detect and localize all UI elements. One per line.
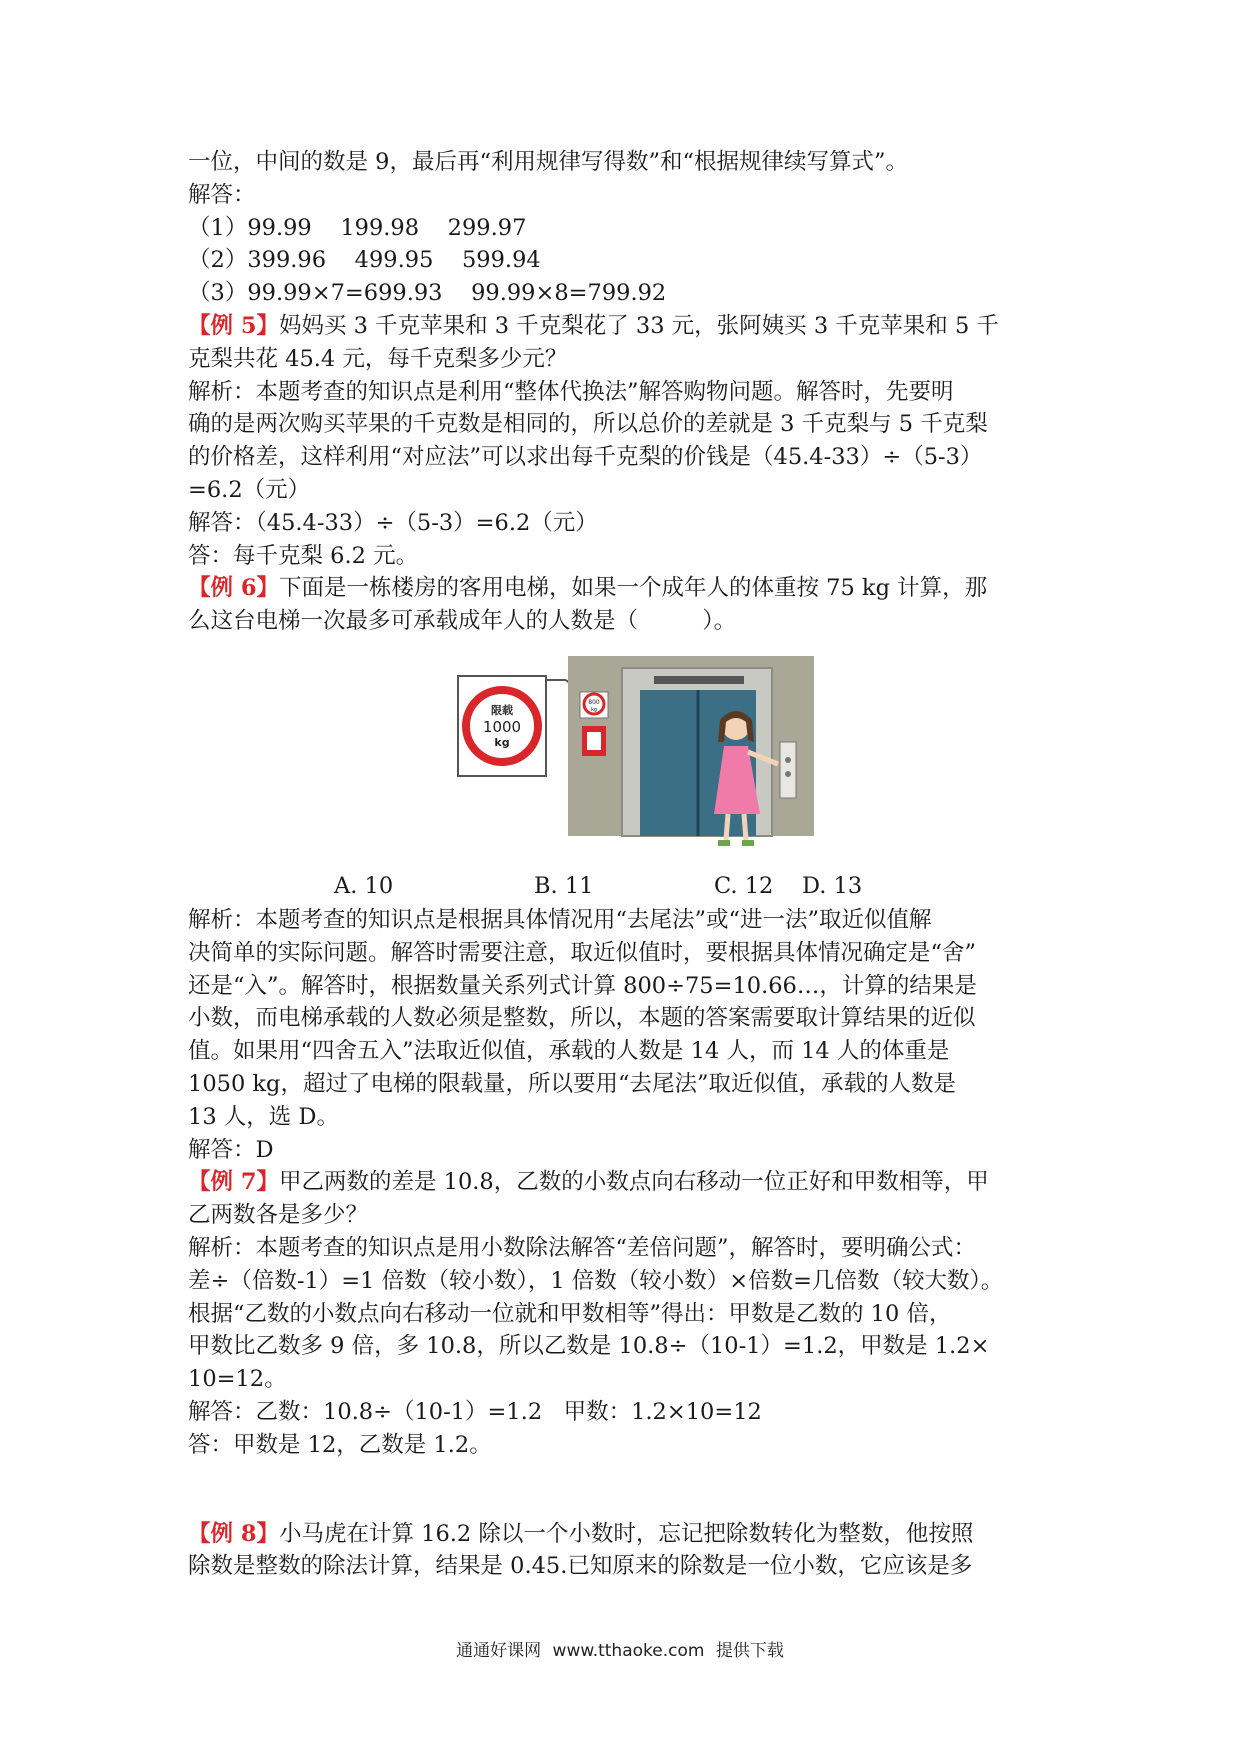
example-tag: 【例 6】 [188, 575, 279, 602]
svg-text:kg: kg [590, 706, 598, 713]
text-line: 根据“乙数的小数点向右移动一位就和甲数相等”得出：甲数是乙数的 10 倍， [188, 1300, 952, 1327]
question-line: 除数是整数的除法计算，结果是 0.45.已知原来的除数是一位小数，它应该是多 [188, 1553, 973, 1580]
sign-text-unit: kg [494, 735, 510, 749]
elevator-figure [188, 656, 1064, 856]
text-line: 决简单的实际问题。解答时需要注意，取近似值时，要根据具体情况确定是“舍” [188, 939, 977, 966]
example-tag: 【例 8】 [188, 1520, 279, 1547]
text-line: 解答：（45.4-33）÷（5-3）=6.2（元） [188, 509, 598, 536]
call-button-panel [780, 742, 796, 798]
question-line: 【例 6】下面是一栋楼房的客用电梯，如果一个成年人的体重按 75 kg 计算，那 [188, 575, 988, 602]
sign-text-limit: 限载 [491, 703, 513, 717]
option-b: B. 11 [534, 872, 594, 899]
example-5 [188, 310, 1064, 572]
footer-url[interactable]: www.tthaoke.com [552, 1641, 705, 1661]
document-page [188, 146, 1064, 1583]
question-line: 【例 7】甲乙两数的差是 10.8，乙数的小数点向右移动一位正好和甲数相等，甲 [188, 1169, 989, 1196]
text-line: 甲数比乙数多 9 倍，多 10.8，所以乙数是 10.8÷（10-1）=1.2，甲数是 1.2× [188, 1333, 990, 1360]
example-8 [188, 1518, 1064, 1584]
text-line: 小数，而电梯承载的人数必须是整数，所以，本题的答案需要取计算结果的近似 [188, 1005, 976, 1032]
question-line: 【例 8】小马虎在计算 16.2 除以一个小数时，忘记把除数转化为整数，他按照 [188, 1520, 974, 1547]
text-line: 确的是两次购买苹果的千克数是相同的，所以总价的差就是 3 千克梨与 5 千克梨 [188, 411, 988, 438]
text-line: 解析：本题考查的知识点是利用“整体代换法”解答购物问题。解答时，先要明 [188, 378, 954, 405]
blank-gap [188, 1462, 1064, 1518]
text-line: 解析：本题考查的知识点是根据具体情况用“去尾法”或“进一法”取近似值解 [188, 906, 932, 933]
example-tag: 【例 7】 [188, 1169, 279, 1196]
text-line: 解析：本题考查的知识点是用小数除法解答“差倍问题”，解答时，要明确公式： [188, 1234, 977, 1261]
text-line: 解答： [188, 181, 256, 208]
text-line: （1）99.99 199.98 299.97 [188, 214, 527, 241]
question-line: 么这台电梯一次最多可承载成年人的人数是（ ）。 [188, 608, 737, 635]
option-d: D. 13 [802, 872, 863, 899]
sign-text-weight: 1000 [482, 717, 522, 736]
text-line: 乙两数各是多少？ [188, 1202, 369, 1229]
text-line: 还是“入”。解答时，根据数量关系列式计算 800÷75=10.66…，计算的结果是 [188, 972, 977, 999]
text-line: 10=12。 [188, 1366, 287, 1393]
text-line: 1050 kg，超过了电梯的限载量，所以要用“去尾法”取近似值，承载的人数是 [188, 1070, 956, 1097]
svg-text:800: 800 [588, 698, 600, 706]
example-7 [188, 1166, 1064, 1461]
text-line: （3）99.99×7=699.93 99.99×8=799.92 [188, 280, 667, 307]
question-line: 【例 5】妈妈买 3 千克苹果和 3 千克梨花了 33 元，张阿姨买 3 千克苹果和 5 千 [188, 312, 999, 339]
text-line: 克梨共花 45.4 元，每千克梨多少元？ [188, 345, 568, 372]
text-line: （2）399.96 499.95 599.94 [188, 247, 541, 274]
example-tag: 【例 5】 [188, 312, 279, 339]
text-line: 值。如果用“四舍五入”法取近似值，承载的人数是 14 人，而 14 人的体重是 [188, 1038, 950, 1065]
text-line: 答：甲数是 12，乙数是 1.2。 [188, 1431, 492, 1458]
text-line: =6.2（元） [188, 476, 311, 503]
previous-answer [188, 146, 1064, 310]
footer-site: 通通好课网 [456, 1641, 542, 1661]
text-line: 解答：D [188, 1136, 274, 1163]
text-line: 解答：乙数：10.8÷（10-1）=1.2 甲数：1.2×10=12 [188, 1398, 762, 1425]
text-line: 一位，中间的数是 9，最后再“利用规律写得数”和“根据规律续写算式”。 [188, 149, 908, 175]
floor-indicator [654, 676, 744, 684]
answer-options [188, 870, 1064, 904]
text-line: 差÷（倍数-1）=1 倍数（较小数），1 倍数（较小数）×倍数=几倍数（较大数）。 [188, 1267, 1004, 1294]
text-line: 的价格差，这样利用“对应法”可以求出每千克梨的价钱是（45.4-33）÷（5-3） [188, 444, 983, 471]
text-line: 13 人，选 D。 [188, 1103, 339, 1130]
option-c: C. 12 [714, 872, 774, 899]
option-a: A. 10 [334, 872, 394, 899]
footer-suffix: 提供下载 [715, 1641, 784, 1661]
example-6 [188, 572, 1064, 1166]
page-footer [0, 1636, 1240, 1661]
text-line: 答：每千克梨 6.2 元。 [188, 542, 419, 569]
elevator-illustration [188, 656, 1064, 856]
